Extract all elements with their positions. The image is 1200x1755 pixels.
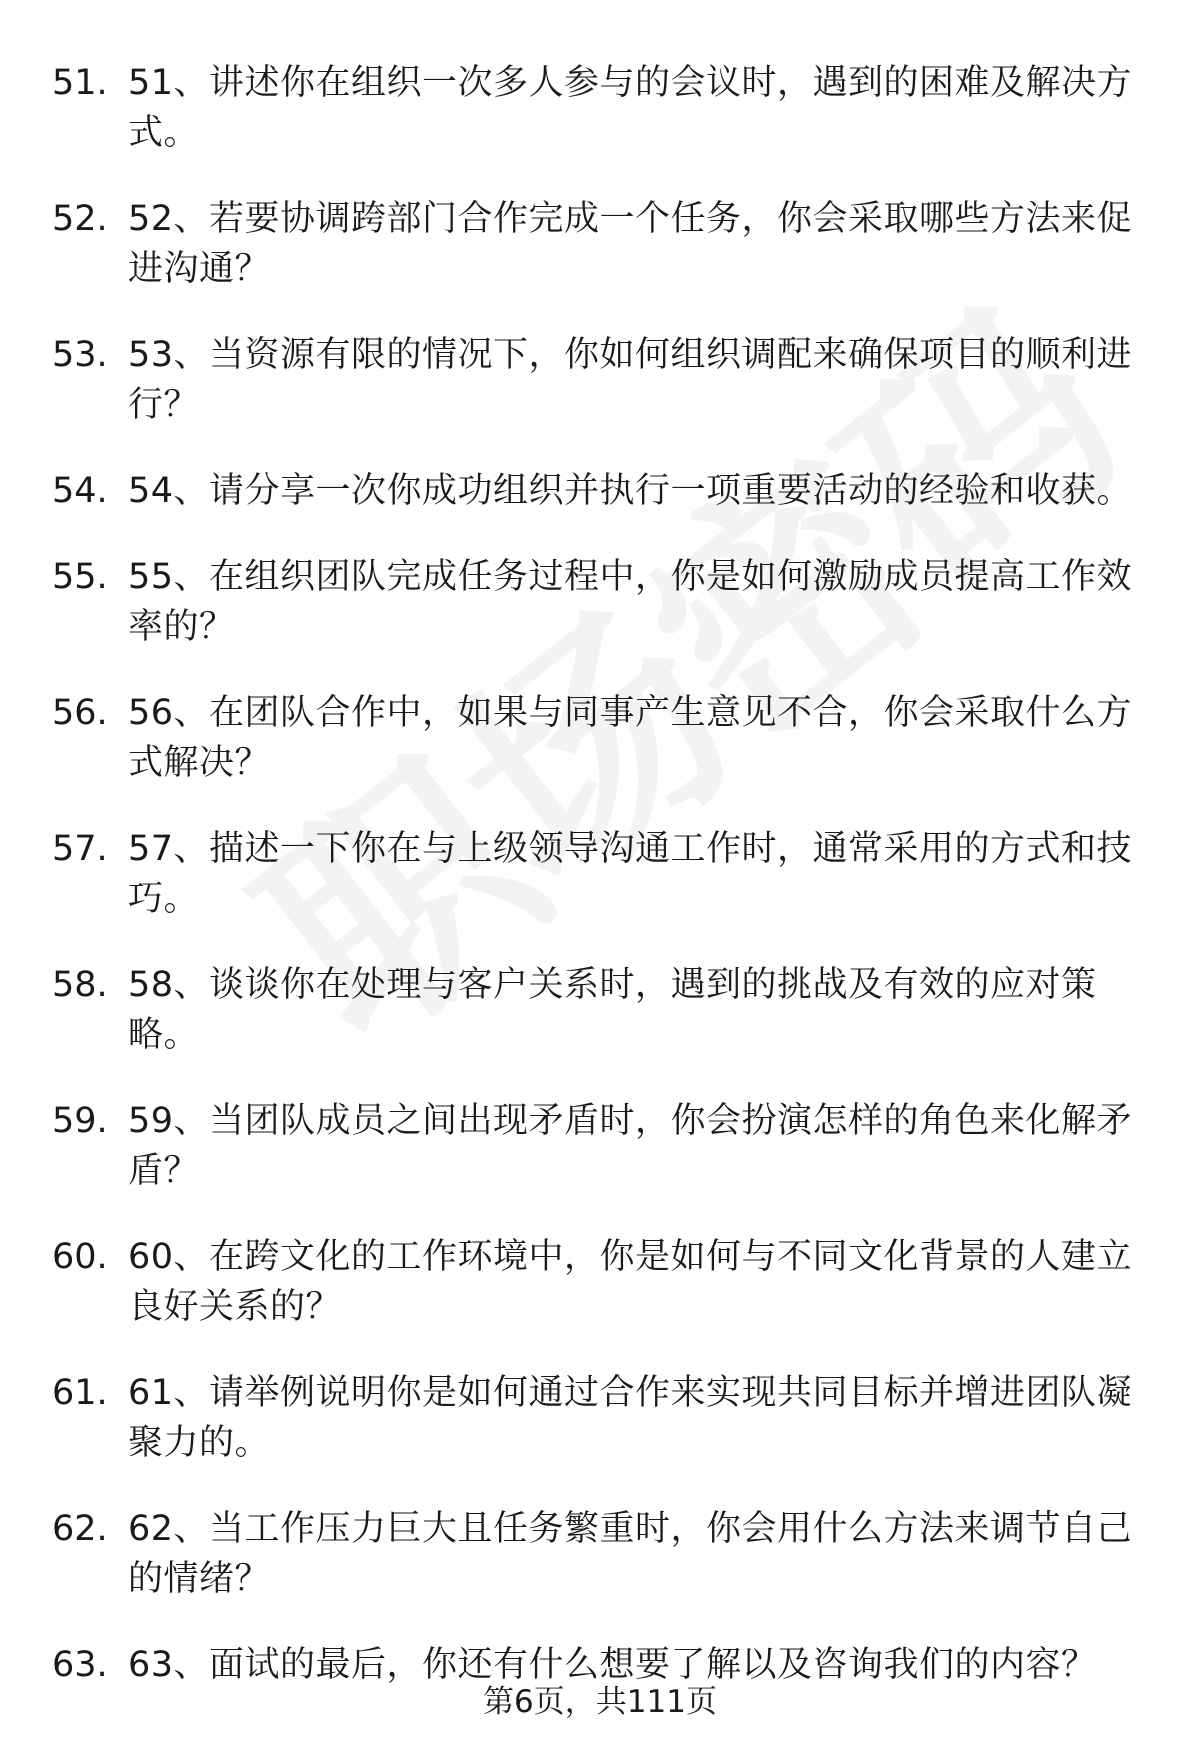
question-number: 60.	[52, 1237, 108, 1277]
page-footer	[0, 1682, 1200, 1722]
question-number: 62.	[52, 1509, 108, 1549]
question-text: 63、面试的最后，你还有什么想要了解以及咨询我们的内容？	[128, 1645, 1097, 1685]
question-item-54	[0, 466, 1200, 516]
question-text: 53、当资源有限的情况下，你如何组织调配来确保项目的顺利进行？	[128, 335, 1133, 425]
question-number: 61.	[52, 1373, 108, 1413]
page-number-label: 第6页，共111页	[483, 1684, 717, 1720]
question-number: 59.	[52, 1101, 108, 1141]
question-item-57	[0, 824, 1200, 924]
question-text: 51、讲述你在组织一次多人参与的会议时，遇到的困难及解决方式。	[128, 63, 1133, 153]
question-number: 58.	[52, 965, 108, 1005]
question-item-60	[0, 1232, 1200, 1332]
question-text: 61、请举例说明你是如何通过合作来实现共同目标并增进团队凝聚力的。	[128, 1373, 1133, 1463]
question-item-53	[0, 330, 1200, 430]
question-text: 58、谈谈你在处理与客户关系时，遇到的挑战及有效的应对策略。	[128, 965, 1097, 1055]
question-number: 51.	[52, 63, 108, 103]
question-text: 57、描述一下你在与上级领导沟通工作时，通常采用的方式和技巧。	[128, 829, 1133, 919]
question-item-51	[0, 58, 1200, 158]
question-text: 54、请分享一次你成功组织并执行一项重要活动的经验和收获。	[128, 471, 1133, 511]
question-item-52	[0, 194, 1200, 294]
question-number: 52.	[52, 199, 108, 239]
question-item-55	[0, 552, 1200, 652]
question-text: 62、当工作压力巨大且任务繁重时，你会用什么方法来调节自己的情绪？	[128, 1509, 1133, 1599]
question-text: 60、在跨文化的工作环境中，你是如何与不同文化背景的人建立良好关系的？	[128, 1237, 1133, 1327]
question-number: 57.	[52, 829, 108, 869]
question-list	[0, 58, 1200, 1726]
question-number: 55.	[52, 557, 108, 597]
question-number: 63.	[52, 1645, 108, 1685]
question-item-56	[0, 688, 1200, 788]
question-item-58	[0, 960, 1200, 1060]
question-item-61	[0, 1368, 1200, 1468]
question-text: 59、当团队成员之间出现矛盾时，你会扮演怎样的角色来化解矛盾？	[128, 1101, 1133, 1191]
question-number: 56.	[52, 693, 108, 733]
question-item-59	[0, 1096, 1200, 1196]
question-text: 52、若要协调跨部门合作完成一个任务，你会采取哪些方法来促进沟通？	[128, 199, 1133, 289]
question-text: 56、在团队合作中，如果与同事产生意见不合，你会采取什么方式解决？	[128, 693, 1133, 783]
question-text: 55、在组织团队完成任务过程中，你是如何激励成员提高工作效率的？	[128, 557, 1133, 647]
question-item-62	[0, 1504, 1200, 1604]
question-number: 53.	[52, 335, 108, 375]
question-number: 54.	[52, 471, 108, 511]
